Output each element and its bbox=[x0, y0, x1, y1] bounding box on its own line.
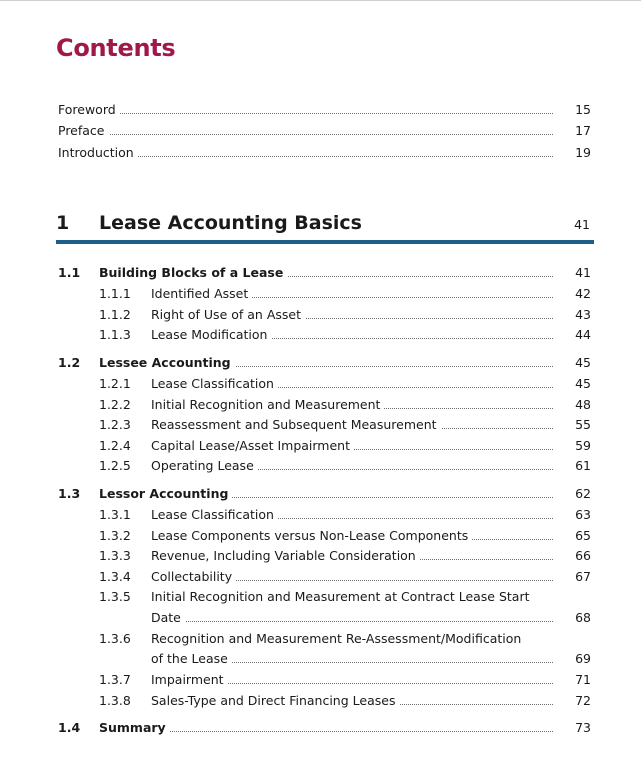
subsection-number: 1.1.1 bbox=[99, 286, 131, 301]
toc-entry-introduction[interactable] bbox=[0, 144, 641, 162]
dot-leader bbox=[240, 297, 553, 298]
toc-subsection-continuation[interactable] bbox=[0, 650, 641, 668]
toc-entry-label: Lease Classification bbox=[151, 375, 278, 393]
toc-entry-foreword[interactable] bbox=[0, 101, 641, 119]
dot-leader bbox=[290, 318, 553, 319]
toc-entry-label: Initial Recognition and Measurement bbox=[151, 396, 384, 414]
toc-entry-page: 45 bbox=[575, 376, 591, 391]
toc-entry-label: Foreword bbox=[58, 101, 120, 119]
subsection-number: 1.3.7 bbox=[99, 672, 131, 687]
subsection-number: 1.2.2 bbox=[99, 397, 131, 412]
subsection-number: 1.3.4 bbox=[99, 569, 131, 584]
toc-subsection[interactable] bbox=[0, 692, 641, 710]
toc-subsection[interactable] bbox=[0, 375, 641, 393]
toc-section[interactable] bbox=[0, 719, 641, 737]
toc-subsection[interactable] bbox=[0, 326, 641, 344]
toc-section[interactable] bbox=[0, 354, 641, 372]
chapter-number: 1 bbox=[56, 212, 70, 234]
toc-subsection[interactable] bbox=[0, 527, 641, 545]
toc-entry-page: 15 bbox=[575, 102, 591, 117]
page-title: Contents bbox=[56, 34, 176, 62]
toc-subsection[interactable] bbox=[0, 437, 641, 455]
toc-entry-label: Lease Components versus Non-Lease Components bbox=[151, 527, 472, 545]
dot-leader bbox=[102, 134, 553, 135]
dot-leader bbox=[180, 621, 553, 622]
dot-leader bbox=[205, 366, 553, 367]
subsection-number: 1.2.3 bbox=[99, 417, 131, 432]
dot-leader bbox=[225, 580, 553, 581]
dot-leader bbox=[250, 276, 553, 277]
toc-entry-page: 42 bbox=[575, 286, 591, 301]
dot-leader bbox=[262, 387, 553, 388]
dot-leader bbox=[400, 559, 553, 560]
subsection-number: 1.3.1 bbox=[99, 507, 131, 522]
toc-section[interactable] bbox=[0, 264, 641, 282]
toc-subsection[interactable] bbox=[0, 306, 641, 324]
toc-subsection[interactable] bbox=[0, 588, 641, 606]
subsection-number: 1.2.4 bbox=[99, 438, 131, 453]
dot-leader bbox=[138, 156, 553, 157]
dot-leader bbox=[386, 704, 553, 705]
subsection-number: 1.3.5 bbox=[99, 589, 131, 604]
toc-entry-label: Preface bbox=[58, 122, 109, 140]
toc-entry-label: Building Blocks of a Lease bbox=[99, 264, 287, 282]
toc-entry-page: 72 bbox=[575, 693, 591, 708]
toc-entry-label: Recognition and Measurement Re-Assessment/Modification bbox=[151, 631, 522, 646]
toc-entry-label: Right of Use of an Asset bbox=[151, 306, 305, 324]
subsection-number: 1.2.1 bbox=[99, 376, 131, 391]
toc-subsection[interactable] bbox=[0, 671, 641, 689]
dot-leader bbox=[338, 449, 553, 450]
dot-leader bbox=[225, 683, 553, 684]
toc-entry-label: Operating Lease bbox=[151, 457, 258, 475]
toc-entry-label: Introduction bbox=[58, 144, 138, 162]
toc-entry-label: Identified Asset bbox=[151, 285, 252, 303]
toc-subsection[interactable] bbox=[0, 547, 641, 565]
toc-entry-label: Impairment bbox=[151, 671, 228, 689]
chapter-title: Lease Accounting Basics bbox=[99, 212, 362, 234]
toc-subsection[interactable] bbox=[0, 506, 641, 524]
section-number: 1.3 bbox=[58, 486, 81, 501]
dot-leader bbox=[160, 731, 553, 732]
toc-entry-page: 62 bbox=[575, 486, 591, 501]
dot-leader bbox=[370, 408, 553, 409]
subsection-number: 1.3.3 bbox=[99, 548, 131, 563]
toc-entry-page: 48 bbox=[575, 397, 591, 412]
dot-leader bbox=[264, 338, 553, 339]
dot-leader bbox=[110, 113, 553, 114]
subsection-number: 1.3.2 bbox=[99, 528, 131, 543]
toc-entry-page: 44 bbox=[575, 327, 591, 342]
toc-entry-label: Summary bbox=[99, 719, 170, 737]
toc-entry-page: 61 bbox=[575, 458, 591, 473]
toc-entry-label: Date bbox=[151, 609, 185, 627]
toc-subsection[interactable] bbox=[0, 416, 641, 434]
toc-entry-label: Lessee Accounting bbox=[99, 354, 235, 372]
dot-leader bbox=[205, 497, 553, 498]
toc-subsection[interactable] bbox=[0, 630, 641, 648]
subsection-number: 1.2.5 bbox=[99, 458, 131, 473]
dot-leader bbox=[262, 518, 553, 519]
toc-entry-label: Lessor Accounting bbox=[99, 485, 232, 503]
dot-leader bbox=[250, 469, 553, 470]
toc-entry-page: 67 bbox=[575, 569, 591, 584]
toc-entry-label: Reassessment and Subsequent Measurement bbox=[151, 416, 441, 434]
toc-entry-page: 43 bbox=[575, 307, 591, 322]
subsection-number: 1.3.8 bbox=[99, 693, 131, 708]
toc-entry-page: 73 bbox=[575, 720, 591, 735]
toc-entry-page: 55 bbox=[575, 417, 591, 432]
subsection-number: 1.1.2 bbox=[99, 307, 131, 322]
toc-entry-page: 68 bbox=[575, 610, 591, 625]
toc-entry-label: Initial Recognition and Measurement at Contract Lease Start bbox=[151, 589, 530, 604]
toc-entry-label: Lease Modification bbox=[151, 326, 271, 344]
toc-entry-label: Collectability bbox=[151, 568, 236, 586]
toc-entry-page: 45 bbox=[575, 355, 591, 370]
toc-subsection[interactable] bbox=[0, 568, 641, 586]
dot-leader bbox=[220, 662, 553, 663]
toc-entry-label: Lease Classification bbox=[151, 506, 278, 524]
toc-entry-page: 71 bbox=[575, 672, 591, 687]
toc-entry-label: Capital Lease/Asset Impairment bbox=[151, 437, 354, 455]
chapter-rule bbox=[56, 240, 594, 244]
toc-subsection[interactable] bbox=[0, 285, 641, 303]
top-border bbox=[0, 0, 641, 1]
toc-entry-preface[interactable] bbox=[0, 122, 641, 140]
toc-entry-page: 59 bbox=[575, 438, 591, 453]
section-number: 1.1 bbox=[58, 265, 81, 280]
chapter-page: 41 bbox=[574, 217, 590, 232]
toc-entry-page: 41 bbox=[575, 265, 591, 280]
toc-entry-page: 66 bbox=[575, 548, 591, 563]
subsection-number: 1.3.6 bbox=[99, 631, 131, 646]
toc-section[interactable] bbox=[0, 485, 641, 503]
toc-entry-page: 63 bbox=[575, 507, 591, 522]
toc-subsection[interactable] bbox=[0, 457, 641, 475]
section-number: 1.4 bbox=[58, 720, 81, 735]
subsection-number: 1.1.3 bbox=[99, 327, 131, 342]
toc-entry-page: 17 bbox=[575, 123, 591, 138]
toc-entry-label: of the Lease bbox=[151, 650, 232, 668]
toc-entry-page: 65 bbox=[575, 528, 591, 543]
toc-subsection[interactable] bbox=[0, 396, 641, 414]
toc-subsection-continuation[interactable] bbox=[0, 609, 641, 627]
chapter-heading[interactable] bbox=[56, 212, 594, 242]
toc-entry-label: Revenue, Including Variable Consideration bbox=[151, 547, 420, 565]
toc-entry-page: 69 bbox=[575, 651, 591, 666]
section-number: 1.2 bbox=[58, 355, 81, 370]
toc-entry-label: Sales-Type and Direct Financing Leases bbox=[151, 692, 399, 710]
toc-entry-page: 19 bbox=[575, 145, 591, 160]
